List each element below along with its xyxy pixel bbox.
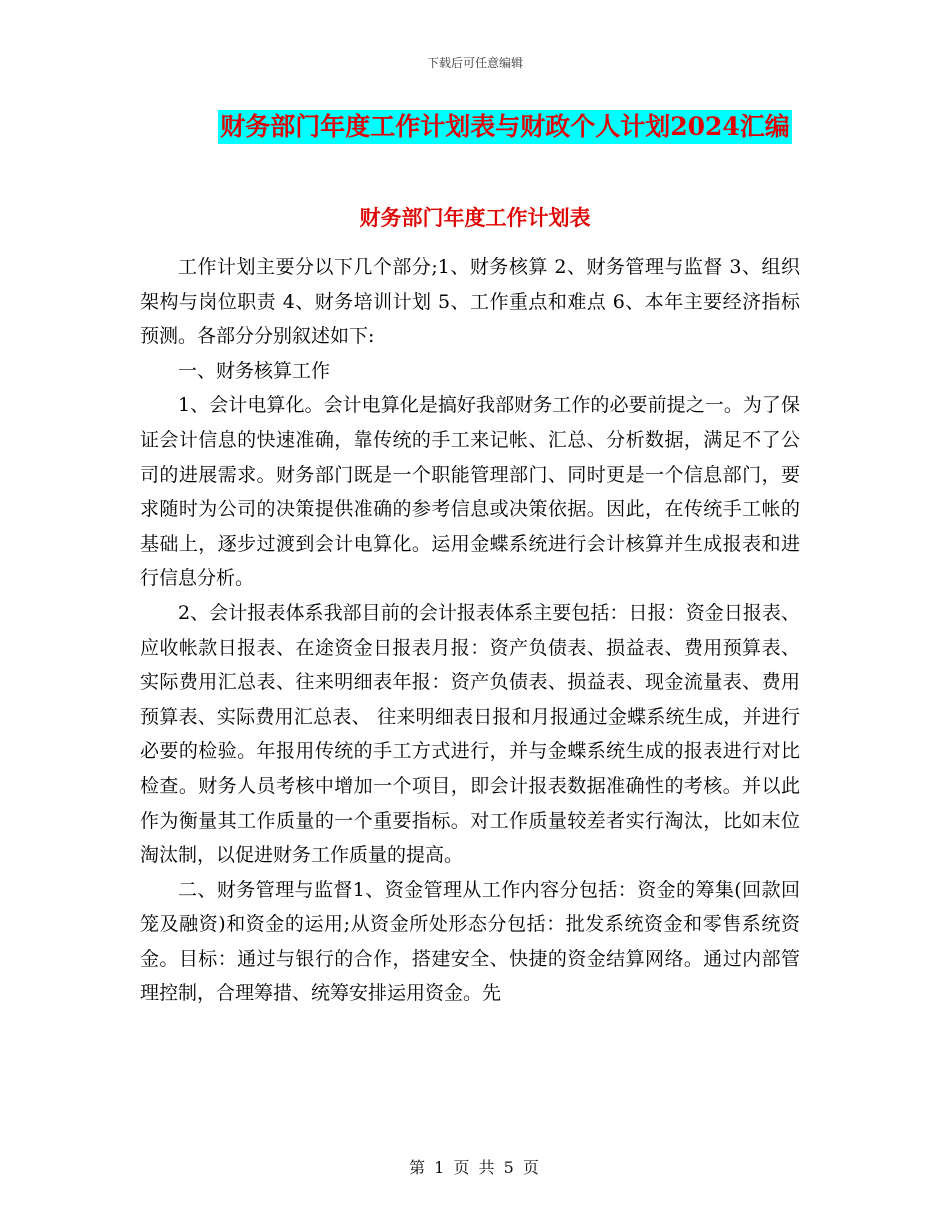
document-title-wrap <box>0 110 950 144</box>
paragraph-heading-1: 一、财务核算工作 <box>178 359 331 382</box>
paragraph-intro: 工作计划主要分以下几个部分;1、财务核算 2、财务管理与监督 3、组织架构与岗位职责 4、财务培训计划 5、工作重点和难点 6、本年主要经济指标预测。各部分分别叙述如下: <box>140 256 800 348</box>
header-note: 下载后可任意编辑 <box>426 56 523 70</box>
document-body <box>140 250 800 1011</box>
paragraph-accounting-computerization: 1、会计电算化。会计电算化是搞好我部财务工作的必要前提之一。为了保证会计信息的快速准确，靠传统的手工来记帐、汇总、分析数据，满足不了公司的进展需求。财务部门既是一个职能管理部门、同时更是一个信息部门，要求随时为公司的决策提供准确的参考信息或决策依据。因此，在传统手工帐的基础上，逐步过渡到会计电算化。运用金蝶系统进行会计核算并生成报表和进行信息分析。 <box>140 394 800 590</box>
document-title: 财务部门年度工作计划表与财政个人计划2024汇编 <box>218 110 792 144</box>
page-number: 第 1 页 共 5 页 <box>409 1158 541 1177</box>
section-title: 财务部门年度工作计划表 <box>359 205 591 230</box>
paragraph-report-system: 2、会计报表体系我部目前的会计报表体系主要包括：日报：资金日报表、应收帐款日报表、在途资金日报表月报：资产负债表、损益表、费用预算表、实际费用汇总表、往来明细表年报：资产负债表、损益表、现金流量表、费用预算表、实际费用汇总表、 往来明细表日报和月报通过金蝶系统生成，并进行必要的检验。年报用传统的手工方式进行，并与金蝶系统生成的报表进行对比检查。财务人员考核中增加一个项目，即会计报表数据准确性的考核。并以此作为衡量其工作质量的一个重要指标。对工作质量较差者实行淘汰，比如末位淘汰制，以促进财务工作质量的提高。 <box>140 601 800 867</box>
paragraph-financial-management: 二、财务管理与监督1、资金管理从工作内容分包括：资金的筹集(回款回笼及融资)和资金的运用;从资金所处形态分包括：批发系统资金和零售系统资金。目标：通过与银行的合作，搭建安全、快捷的资金结算网络。通过内部管理控制，合理筹措、统筹安排运用资金。先 <box>140 878 800 1005</box>
